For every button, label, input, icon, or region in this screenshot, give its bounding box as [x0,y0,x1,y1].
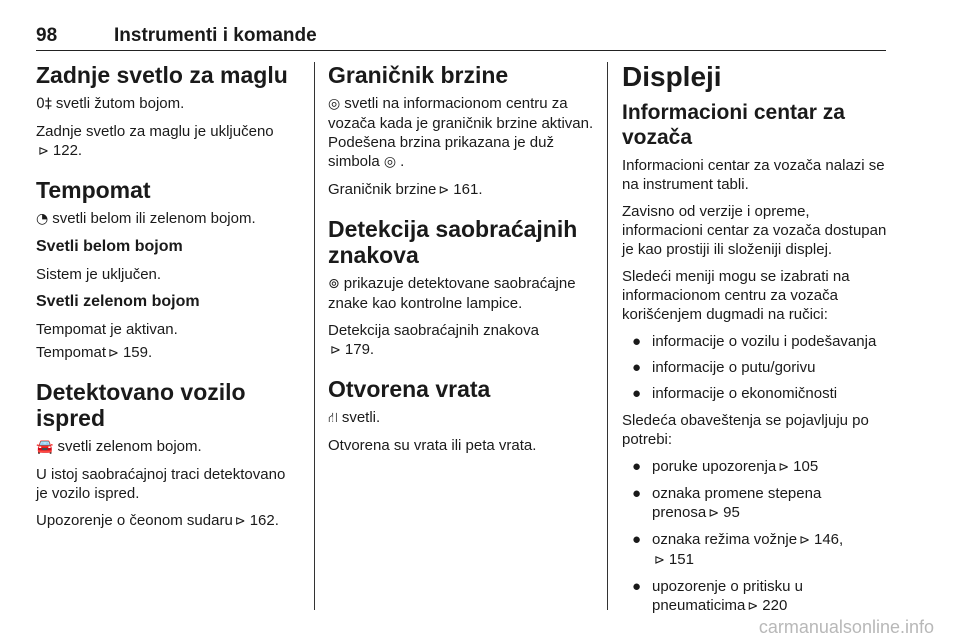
section-title-vehicle-ahead: Detektovano vozilo ispred [36,379,246,431]
paragraph [36,209,300,229]
page-reference-icon: ⊳ [778,460,790,475]
paragraph: Informacioni centar za vozača nalazi se na instrument tabli. [622,157,885,193]
section-title-cruise: Tempomat [36,177,151,203]
paragraph-text: Tempomat [36,344,107,361]
page-header [36,24,886,51]
open-door-icon: ⛙ [328,410,338,426]
subsection-title: Svetli zelenom bojom [36,293,200,310]
column-left [36,62,300,616]
watermark: carmanualsonline.info [758,617,934,637]
paragraph [36,94,300,114]
paragraph-text: Graničnik brzine [328,181,437,198]
section-title-fog-light: Zadnje svetlo za maglu [36,62,288,88]
list-item [622,577,890,616]
list-item [622,530,890,570]
list-item [622,484,890,523]
page-reference[interactable]: 162. [249,512,279,529]
list-item [622,332,890,351]
bullet-icon: ● [632,359,642,376]
page-reference-icon: ⊳ [799,533,810,548]
menu-list [622,332,890,403]
list-item [622,384,890,403]
paragraph [36,511,300,531]
paragraph-text: Detekcija saobraćajnih znakova [328,322,539,339]
section-title-open-door: Otvorena vrata [328,376,491,402]
paragraph [36,343,300,363]
cruise-control-icon: ◔ [36,211,49,227]
bullet-icon: ● [632,578,642,595]
speed-limiter-icon: ◎ [383,154,397,170]
paragraph-text: svetli zelenom bojom. [57,438,202,455]
subsection-title-driver-info: Informacioni centar za vozača [622,101,845,149]
paragraph-text: svetli. [341,409,381,426]
page-title: Instrumenti i komande [114,25,317,46]
list-item-text: oznaka režima vožnje [652,531,798,548]
paragraph-text: svetli belom ili zelenom bojom. [52,210,256,227]
section-title-traffic-sign: Detekcija saobraćajnih znakova [328,216,578,268]
list-item-text: informacije o putu/gorivu [652,359,816,376]
list-item-text: poruke upozorenja [652,458,777,475]
page-reference-icon: ⊳ [330,343,341,358]
bullet-icon: ● [632,531,642,548]
page-reference[interactable]: 159. [122,344,153,361]
paragraph-text: svetli na informacionom centru za vozača kada je graničnik brzine aktivan. Podešena brzina prikazana je duž simbola [328,95,594,170]
paragraph-text: prikazuje detektovane saobraćajne znake kao kontrolne lampice. [328,275,576,312]
page-reference[interactable]: 220 [762,597,788,614]
page-reference-icon: ⊳ [38,144,49,159]
paragraph: Sledeća obaveštenja se pojavljuju po potrebi: [622,412,869,448]
paragraph [328,321,594,360]
page-reference-icon: ⊳ [747,599,759,614]
page-number: 98 [36,25,58,46]
bullet-icon: ● [632,485,642,502]
list-item-text: oznaka promene stepena prenosa [652,485,822,521]
traffic-sign-icon: ⊚ [328,276,340,292]
page-reference[interactable]: 146, [813,531,844,548]
vehicle-ahead-icon: 🚘 [36,439,54,455]
page-reference[interactable]: 105 [793,458,819,475]
page-reference-icon: ⊳ [654,553,665,568]
paragraph-text: Upozorenje o čeonom sudaru [36,512,233,529]
bullet-icon: ● [632,333,642,350]
paragraph-text: svetli žutom bojom. [55,95,185,112]
paragraph: Otvorena su vrata ili peta vrata. [328,437,537,454]
column-middle [328,62,594,616]
column-right [622,62,890,616]
paragraph: Sledeći meniji mogu se izabrati na informacionom centru za vozača korišćenjem dugmadi na ručici: [622,268,850,323]
bullet-icon: ● [632,458,642,475]
column-divider [607,62,608,610]
paragraph: Sistem je uključen. [36,266,162,283]
paragraph [36,122,300,161]
list-item [622,457,890,477]
subsection-title: Svetli belom bojom [36,238,183,255]
page-reference-icon: ⊳ [708,506,720,521]
list-item-text: informacije o vozilu i podešavanja [652,333,877,350]
section-title-displays: Displeji [622,61,722,92]
paragraph [328,94,594,172]
paragraph [328,180,594,200]
page-reference-icon: ⊳ [234,514,246,529]
column-divider [314,62,315,610]
list-item-text: upozorenje o pritisku u pneumaticima [652,578,803,614]
page-reference[interactable]: 161. [453,181,483,198]
paragraph-text: . [400,153,405,170]
page-reference[interactable]: 95 [723,504,740,521]
list-item-text: informacije o ekonomičnosti [652,385,838,402]
paragraph [328,274,594,313]
paragraph [328,408,594,428]
speed-limiter-icon: ◎ [328,96,341,112]
paragraph [36,437,300,457]
page-reference-icon: ⊳ [108,346,119,361]
paragraph: Zavisno od verzije i opreme, informacioni centar za vozača dostupan je kao prostiji ili složeniji displej. [622,203,887,258]
page-reference-icon: ⊳ [438,183,450,198]
section-title-speed-limiter: Graničnik brzine [328,62,509,88]
bullet-icon: ● [632,385,642,402]
page-reference[interactable]: 179. [344,341,375,358]
paragraph: U istoj saobraćajnoj traci detektovano je vozilo ispred. [36,466,286,502]
page-reference[interactable]: 151 [668,551,694,568]
rear-fog-light-icon: 0‡ [36,96,52,112]
notice-list [622,457,890,616]
list-item [622,358,890,377]
paragraph-text: Zadnje svetlo za maglu je uključeno [36,123,274,140]
paragraph: Tempomat je aktivan. [36,321,178,338]
page-reference[interactable]: 122. [52,142,83,159]
